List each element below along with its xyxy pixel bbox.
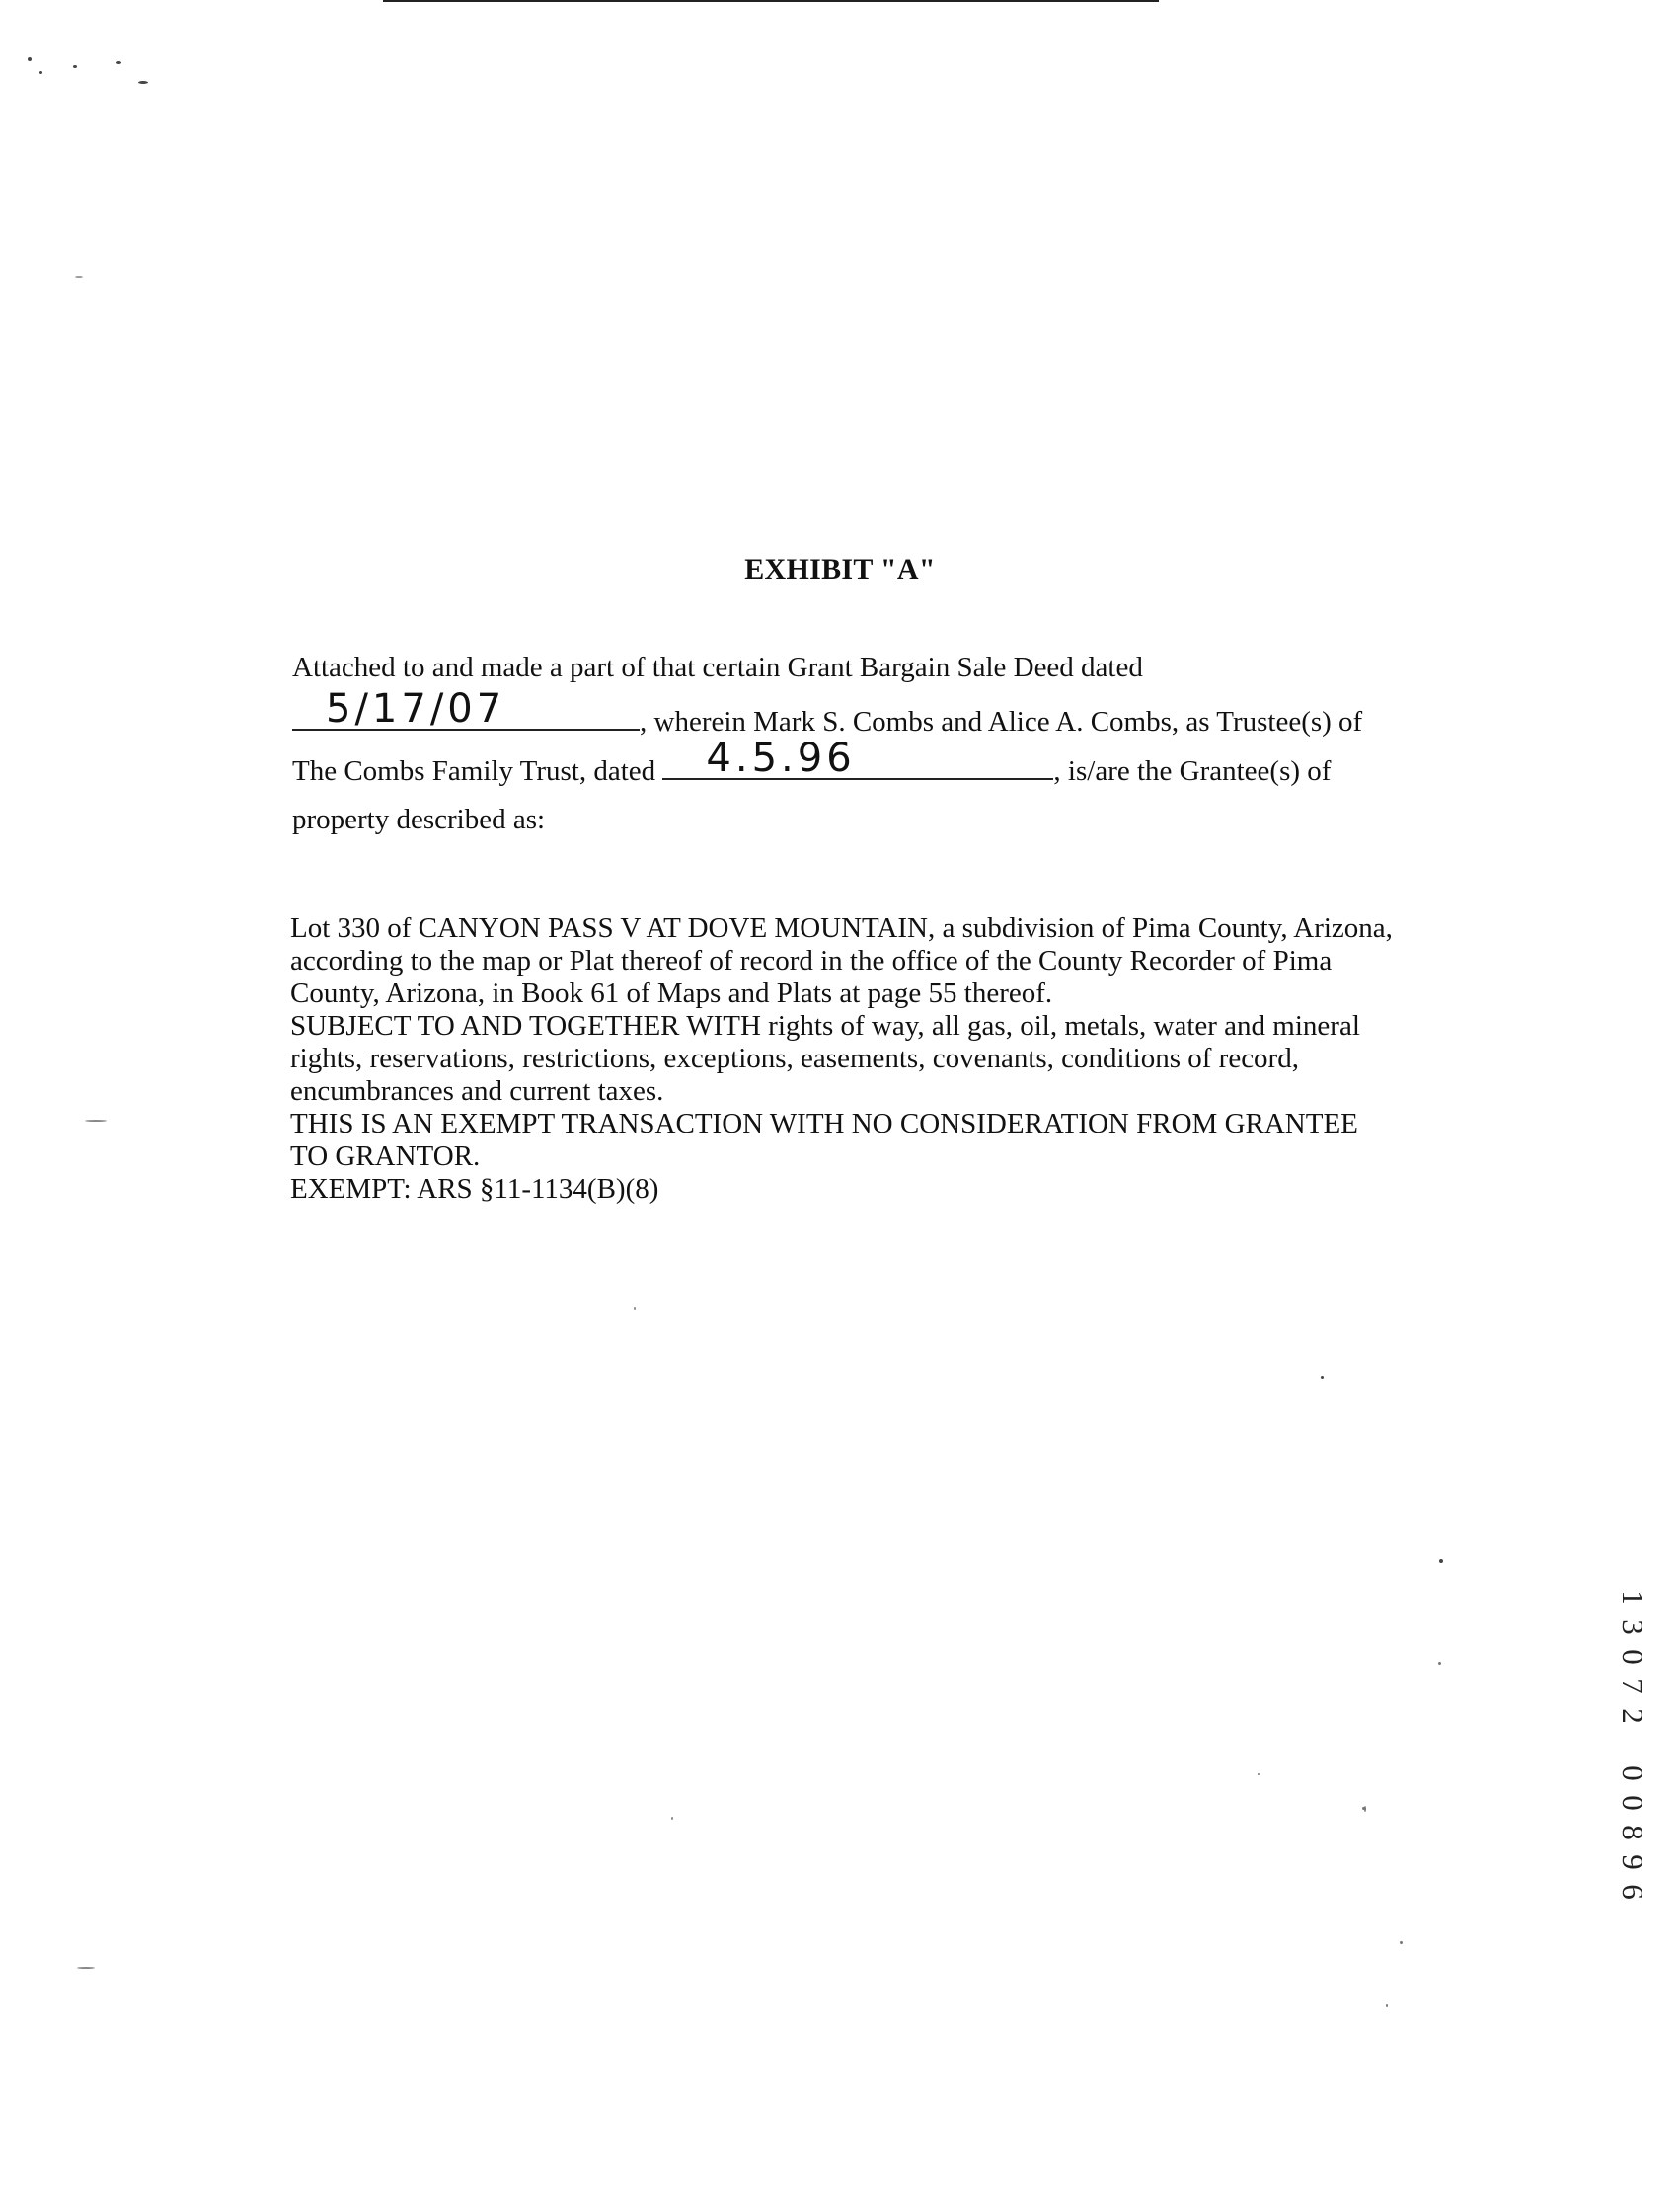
stamp-digit: 0 (1616, 1765, 1650, 1781)
scan-speck (1364, 1806, 1366, 1812)
stamp-digit: 2 (1616, 1708, 1650, 1724)
scan-speck (138, 81, 148, 84)
page-title: EXHIBIT "A" (744, 553, 936, 586)
scan-speck (1258, 1773, 1260, 1775)
scan-speck (85, 1120, 107, 1122)
legal-description-line: EXEMPT: ARS §11-1134(B)(8) (290, 1173, 659, 1205)
intro-line-2-text: , wherein Mark S. Combs and Alice A. Combs, as Trustee(s) of (640, 706, 1363, 738)
scan-speck (1321, 1376, 1324, 1379)
trust-date-handwritten: 4.5.96 (706, 736, 856, 781)
intro-line-3 (292, 736, 1332, 789)
scan-speck (1400, 1941, 1403, 1944)
trust-date-blank (662, 736, 1053, 781)
scan-speck (671, 1817, 673, 1820)
legal-description-line: according to the map or Plat thereof of record in the office of the County Recorder of Pima (290, 945, 1333, 977)
intro-line-3-text: The Combs Family Trust, dated (292, 755, 656, 787)
stamp-digit: 1 (1616, 1590, 1650, 1605)
scan-speck (1439, 1559, 1443, 1563)
legal-description (290, 912, 1573, 1206)
scan-speck (28, 57, 32, 61)
stamp-digit: 0 (1616, 1649, 1650, 1665)
intro-line-4: property described as: (292, 804, 546, 835)
stamp-digit: 0 (1616, 1795, 1650, 1811)
legal-description-line: encumbrances and current taxes. (290, 1075, 664, 1107)
scan-speck (73, 65, 77, 68)
deed-date-handwritten: 5/17/07 (326, 686, 506, 732)
stamp-digit: 9 (1616, 1854, 1650, 1870)
recording-docket-number (1613, 1583, 1652, 1731)
recording-stamp (1613, 1583, 1652, 1907)
stamp-digit: 3 (1616, 1619, 1650, 1635)
legal-description-line: rights, reservations, restrictions, exceptions, easements, covenants, conditions of record, (290, 1043, 1299, 1074)
scan-speck (116, 61, 121, 64)
scan-speck (634, 1307, 636, 1310)
legal-description-line: THIS IS AN EXEMPT TRANSACTION WITH NO CONSIDERATION FROM GRANTEE (290, 1108, 1358, 1139)
scan-speck (1386, 2004, 1388, 2007)
stamp-digit: 7 (1616, 1679, 1650, 1694)
deed-date-blank (292, 686, 640, 732)
legal-description-line: TO GRANTOR. (290, 1140, 481, 1172)
stamp-digit: 6 (1616, 1884, 1650, 1900)
legal-description-line: SUBJECT TO AND TOGETHER WITH rights of way, all gas, oil, metals, water and mineral (290, 1010, 1360, 1042)
scan-speck (77, 1967, 95, 1969)
recording-page-number (1613, 1758, 1652, 1907)
scan-speck (75, 276, 83, 278)
intro-line-3-suffix: , is/are the Grantee(s) of (1053, 755, 1332, 787)
scan-speck (1438, 1662, 1441, 1665)
intro-line-2 (292, 686, 1363, 740)
legal-description-line: Lot 330 of CANYON PASS V AT DOVE MOUNTAIN, a subdivision of Pima County, Arizona, (290, 912, 1393, 944)
intro-line-1: Attached to and made a part of that certain Grant Bargain Sale Deed dated (292, 652, 1143, 683)
legal-description-line: County, Arizona, in Book 61 of Maps and Plats at page 55 thereof. (290, 977, 1053, 1009)
top-border-rule (383, 0, 1159, 2)
scan-speck (39, 71, 42, 74)
stamp-digit: 8 (1616, 1825, 1650, 1840)
